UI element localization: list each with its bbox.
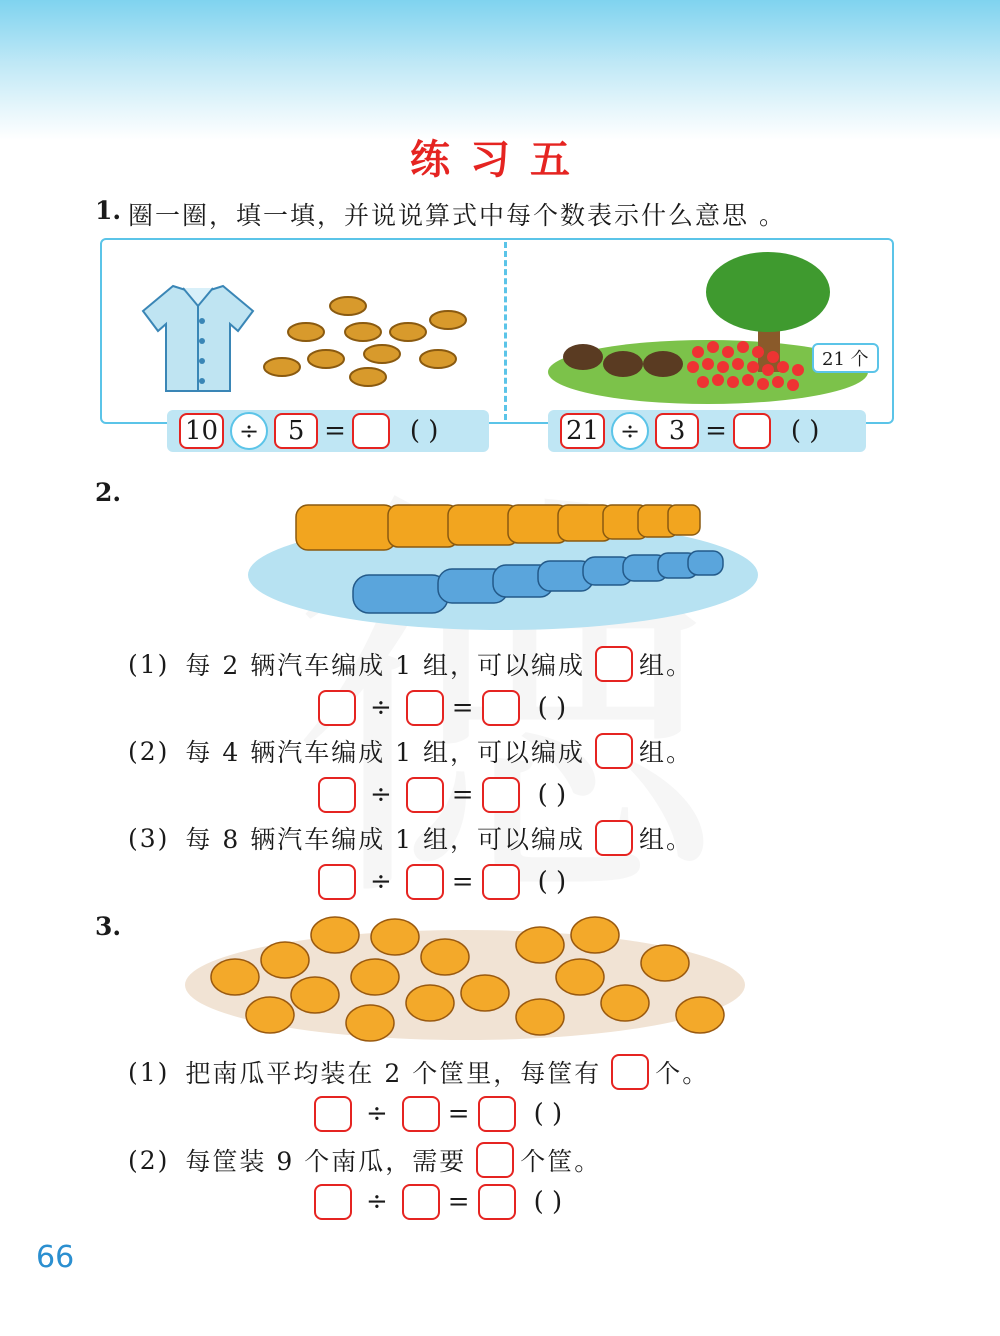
item-text: 每筐装 9 个南瓜，需要: [185, 1147, 467, 1176]
quotient-blank[interactable]: [482, 690, 520, 726]
equals-sign: =: [451, 693, 474, 723]
answer-blank[interactable]: [611, 1054, 649, 1090]
divide-icon: ÷: [366, 1187, 388, 1217]
divisor-box: 3: [655, 413, 699, 449]
item-suffix: 组。: [639, 738, 694, 767]
buttons-image: [258, 292, 478, 392]
quotient-blank[interactable]: [478, 1096, 516, 1132]
divisor-blank[interactable]: [402, 1184, 440, 1220]
q3-equation-2: [314, 1184, 562, 1220]
page-title: 练习五: [410, 137, 590, 183]
dividend-blank[interactable]: [318, 690, 356, 726]
dividend-blank[interactable]: [318, 864, 356, 900]
item-label: (2): [128, 1145, 170, 1175]
answer-blank[interactable]: [595, 733, 633, 769]
answer-blank[interactable]: [476, 1142, 514, 1178]
divide-icon: ÷: [366, 1099, 388, 1129]
q1-prompt: 圈一圈，填一填，并说说算式中每个数表示什么意思 。: [128, 201, 786, 230]
item-suffix: 个筐。: [520, 1147, 602, 1176]
q2-equation-3: [318, 864, 566, 900]
divisor-blank[interactable]: [406, 777, 444, 813]
divisor-blank[interactable]: [406, 864, 444, 900]
answer-blank[interactable]: [352, 413, 390, 449]
q2-item-1: [128, 646, 693, 682]
q2-equation-2: [318, 777, 566, 813]
q3-number: 3.: [95, 912, 122, 941]
equals-sign: =: [451, 780, 474, 810]
divide-icon: ÷: [370, 780, 392, 810]
item-label: (1): [128, 1057, 170, 1087]
quotient-blank[interactable]: [482, 777, 520, 813]
unit-parentheses[interactable]: ( ): [533, 1099, 563, 1129]
divisor-blank[interactable]: [406, 690, 444, 726]
item-suffix: 个。: [655, 1059, 710, 1088]
q3-item-2: [128, 1142, 601, 1178]
divisor-box: 5: [274, 413, 318, 449]
shirt-image: [138, 276, 258, 396]
divide-icon: ÷: [370, 693, 392, 723]
q3-item-1: [128, 1054, 709, 1090]
q2-item-3: [128, 820, 693, 856]
page-number: 66: [36, 1240, 75, 1275]
unit-parentheses[interactable]: ( ): [537, 780, 567, 810]
unit-parentheses[interactable]: ( ): [537, 867, 567, 897]
item-suffix: 组。: [639, 651, 694, 680]
equals-sign: =: [447, 1099, 470, 1129]
q2-item-2: [128, 733, 693, 769]
item-text: 把南瓜平均装在 2 个筐里，每筐有: [185, 1059, 602, 1088]
answer-blank[interactable]: [595, 820, 633, 856]
item-label: (2): [128, 736, 170, 766]
header-band: [0, 0, 1000, 140]
pumpkins-image: [185, 905, 745, 1045]
equals-sign: =: [705, 416, 727, 446]
dividend-box: 21: [560, 413, 605, 449]
divide-icon: ÷: [611, 412, 649, 450]
answer-blank[interactable]: [595, 646, 633, 682]
unit-parentheses[interactable]: ( ): [409, 416, 439, 446]
q3-equation-1: [314, 1096, 562, 1132]
q2-number: 2.: [95, 478, 122, 507]
dividend-blank[interactable]: [314, 1096, 352, 1132]
q1-number: 1.: [95, 196, 122, 225]
item-suffix: 组。: [639, 825, 694, 854]
q1-right-equation: [548, 410, 866, 452]
quotient-blank[interactable]: [482, 864, 520, 900]
dividend-blank[interactable]: [314, 1184, 352, 1220]
item-text: 每 8 辆汽车编成 1 组，可以编成: [185, 825, 586, 854]
equals-sign: =: [447, 1187, 470, 1217]
item-label: (3): [128, 823, 170, 853]
q2-equation-1: [318, 690, 566, 726]
dividend-box: 10: [179, 413, 224, 449]
unit-parentheses[interactable]: ( ): [533, 1187, 563, 1217]
divide-icon: ÷: [370, 867, 392, 897]
equals-sign: =: [451, 867, 474, 897]
vehicles-image: [248, 495, 758, 635]
apple-count-label: 21 个: [812, 343, 879, 373]
divide-icon: ÷: [230, 412, 268, 450]
unit-parentheses[interactable]: ( ): [537, 693, 567, 723]
item-label: (1): [128, 649, 170, 679]
apple-tree-image: [548, 252, 884, 412]
dividend-blank[interactable]: [318, 777, 356, 813]
divisor-blank[interactable]: [402, 1096, 440, 1132]
equals-sign: =: [324, 416, 346, 446]
item-text: 每 4 辆汽车编成 1 组，可以编成: [185, 738, 586, 767]
answer-blank[interactable]: [733, 413, 771, 449]
unit-parentheses[interactable]: ( ): [790, 416, 820, 446]
item-text: 每 2 辆汽车编成 1 组，可以编成: [185, 651, 586, 680]
quotient-blank[interactable]: [478, 1184, 516, 1220]
q1-left-equation: [167, 410, 489, 452]
q1-panel-divider: [504, 242, 507, 420]
